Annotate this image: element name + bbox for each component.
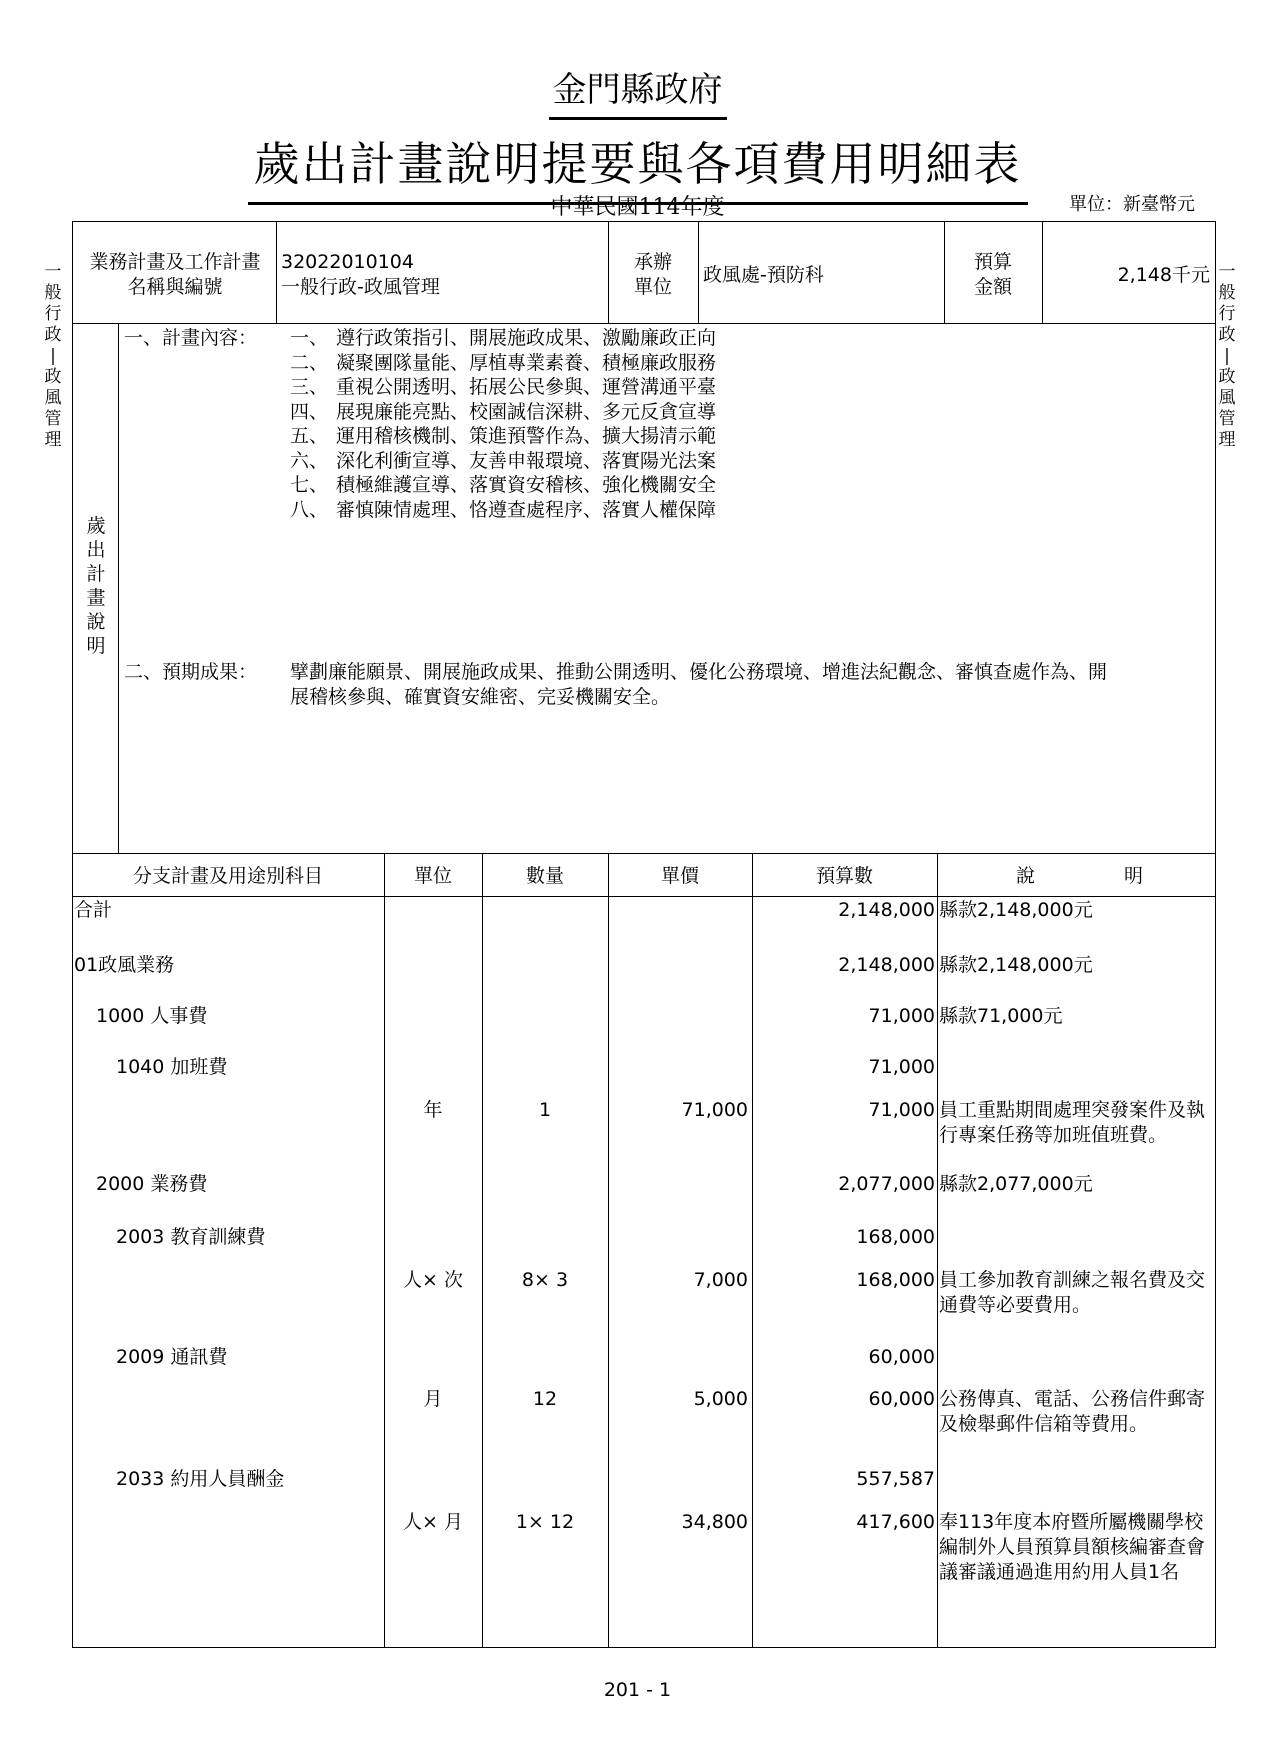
content-item-number: 六、 — [290, 449, 329, 472]
content-item-text: 深化利衝宣導、友善申報環境、落實陽光法案 — [336, 449, 717, 472]
row-unit: 月 — [423, 1388, 443, 1410]
row-qty: 1 — [538, 1099, 552, 1121]
row-amount: 60,000 — [868, 1388, 935, 1410]
row-unit: 年 — [423, 1099, 443, 1121]
row-price: 5,000 — [693, 1388, 748, 1410]
row-note: 員工參加教育訓練之報名費及交通費等必要費用。 — [939, 1269, 1206, 1316]
content-item-text: 展現廉能亮點、校園誠信深耕、多元反貪宣導 — [336, 400, 717, 423]
row-item: 1040 加班費 — [116, 1056, 228, 1078]
content-item-text: 運用稽核機制、策進預警作為、擴大揚清示範 — [336, 425, 717, 447]
row-amount: 71,000 — [868, 1099, 935, 1121]
plan-code: 32022010104 — [281, 251, 414, 273]
description-vertical-label: 歲 出 計 畫 說 明 — [86, 515, 106, 657]
col-header-price: 單價 — [660, 865, 699, 887]
side-label-right: 一 般 行 政 | 政 風 管 理 — [1218, 262, 1236, 450]
budget-label: 預算 金額 — [973, 251, 1012, 298]
content-item-number: 三、 — [290, 376, 329, 398]
row-note: 員工重點期間處理突發案件及執行專案任務等加班值班費。 — [939, 1099, 1206, 1146]
row-amount: 2,077,000 — [838, 1173, 935, 1195]
col-header-qty: 數量 — [525, 865, 564, 887]
col-header-item: 分支計畫及用途別科目 — [132, 865, 323, 887]
row-note: 奉113年度本府暨所屬機關學校編制外人員預算員額核編審查會議審議通過進用約用人員1名 — [939, 1511, 1206, 1583]
currency-unit: 單位：新臺幣元 — [1069, 194, 1195, 215]
result-line-1: 擘劃廉能願景、開展施政成果、推動公開透明、優化公務環境、增進法紀觀念、審慎查處作為、開 — [290, 661, 1108, 683]
row-price: 71,000 — [681, 1099, 748, 1121]
content-item-number: 八、 — [290, 498, 329, 521]
col-header-note-1: 說 — [1016, 865, 1036, 887]
row-amount: 417,600 — [856, 1511, 935, 1533]
plan-name: 一般行政-政風管理 — [281, 276, 440, 298]
row-amount: 60,000 — [868, 1346, 935, 1368]
row-unit: 人× 次 — [403, 1269, 463, 1291]
row-amount: 71,000 — [868, 1005, 935, 1027]
row-amount: 2,148,000 — [838, 899, 935, 921]
fiscal-year: 中華民國114年度 — [550, 195, 725, 220]
row-item: 2009 通訊費 — [116, 1346, 228, 1368]
row-note: 縣款2,148,000元 — [939, 899, 1093, 921]
organization-title: 金門縣政府 — [0, 62, 1275, 120]
row-item: 2000 業務費 — [96, 1173, 208, 1195]
page-number: 201 - 1 — [603, 1679, 672, 1701]
content-item-text: 重視公開透明、拓展公民參與、運營溝通平臺 — [336, 376, 717, 398]
dept-value: 政風處-預防科 — [703, 264, 824, 286]
content-item-number: 二、 — [290, 351, 329, 374]
result-line-2: 展稽核參與、確實資安維密、完妥機關安全。 — [290, 686, 671, 708]
content-item-number: 四、 — [290, 400, 329, 423]
result-label: 二、預期成果： — [124, 661, 258, 683]
col-header-unit: 單位 — [413, 865, 452, 887]
row-amount: 2,148,000 — [838, 954, 935, 976]
col-header-amount: 預算數 — [815, 865, 873, 887]
content-item-text: 凝聚團隊量能、厚植專業素養、積極廉政服務 — [336, 351, 717, 374]
budget-value: 2,148千元 — [1117, 264, 1210, 286]
side-label-left: 一 般 行 政 | 政 風 管 理 — [44, 262, 62, 450]
row-note: 縣款2,077,000元 — [939, 1173, 1093, 1195]
content-item-text: 積極維護宣導、落實資安稽核、強化機關安全 — [336, 474, 717, 496]
row-unit: 人× 月 — [403, 1511, 463, 1533]
content-label: 一、計畫內容： — [124, 327, 258, 349]
document-title: 歲出計畫說明提要與各項費用明細表 — [0, 128, 1275, 205]
row-note: 縣款2,148,000元 — [939, 954, 1093, 976]
content-item-number: 五、 — [290, 425, 329, 447]
row-item: 合計 — [74, 899, 113, 921]
col-header-note-2: 明 — [1124, 865, 1144, 887]
row-amount: 557,587 — [856, 1468, 935, 1490]
row-amount: 168,000 — [856, 1269, 935, 1291]
row-price: 34,800 — [681, 1511, 748, 1533]
row-qty: 1× 12 — [515, 1511, 575, 1533]
content-item-number: 七、 — [290, 474, 329, 496]
row-note: 公務傳真、電話、公務信件郵寄及檢舉郵件信箱等費用。 — [939, 1388, 1206, 1435]
row-qty: 8× 3 — [521, 1269, 569, 1291]
row-amount: 168,000 — [856, 1226, 935, 1248]
row-item: 1000 人事費 — [96, 1005, 208, 1027]
row-item: 01政風業務 — [74, 954, 175, 976]
row-note: 縣款71,000元 — [939, 1005, 1063, 1027]
row-amount: 71,000 — [868, 1056, 935, 1078]
row-price: 7,000 — [693, 1269, 748, 1291]
content-item-text: 遵行政策指引、開展施政成果、激勵廉政正向 — [336, 327, 717, 349]
dept-label: 承辦 單位 — [633, 251, 672, 298]
row-item: 2033 約用人員酬金 — [116, 1468, 285, 1490]
row-qty: 12 — [532, 1388, 558, 1410]
content-item-text: 審慎陳情處理、恪遵查處程序、落實人權保障 — [336, 498, 717, 521]
plan-label: 業務計畫及工作計畫 名稱與編號 — [89, 251, 261, 298]
content-item-number: 一、 — [290, 327, 329, 349]
row-item: 2003 教育訓練費 — [116, 1226, 266, 1248]
